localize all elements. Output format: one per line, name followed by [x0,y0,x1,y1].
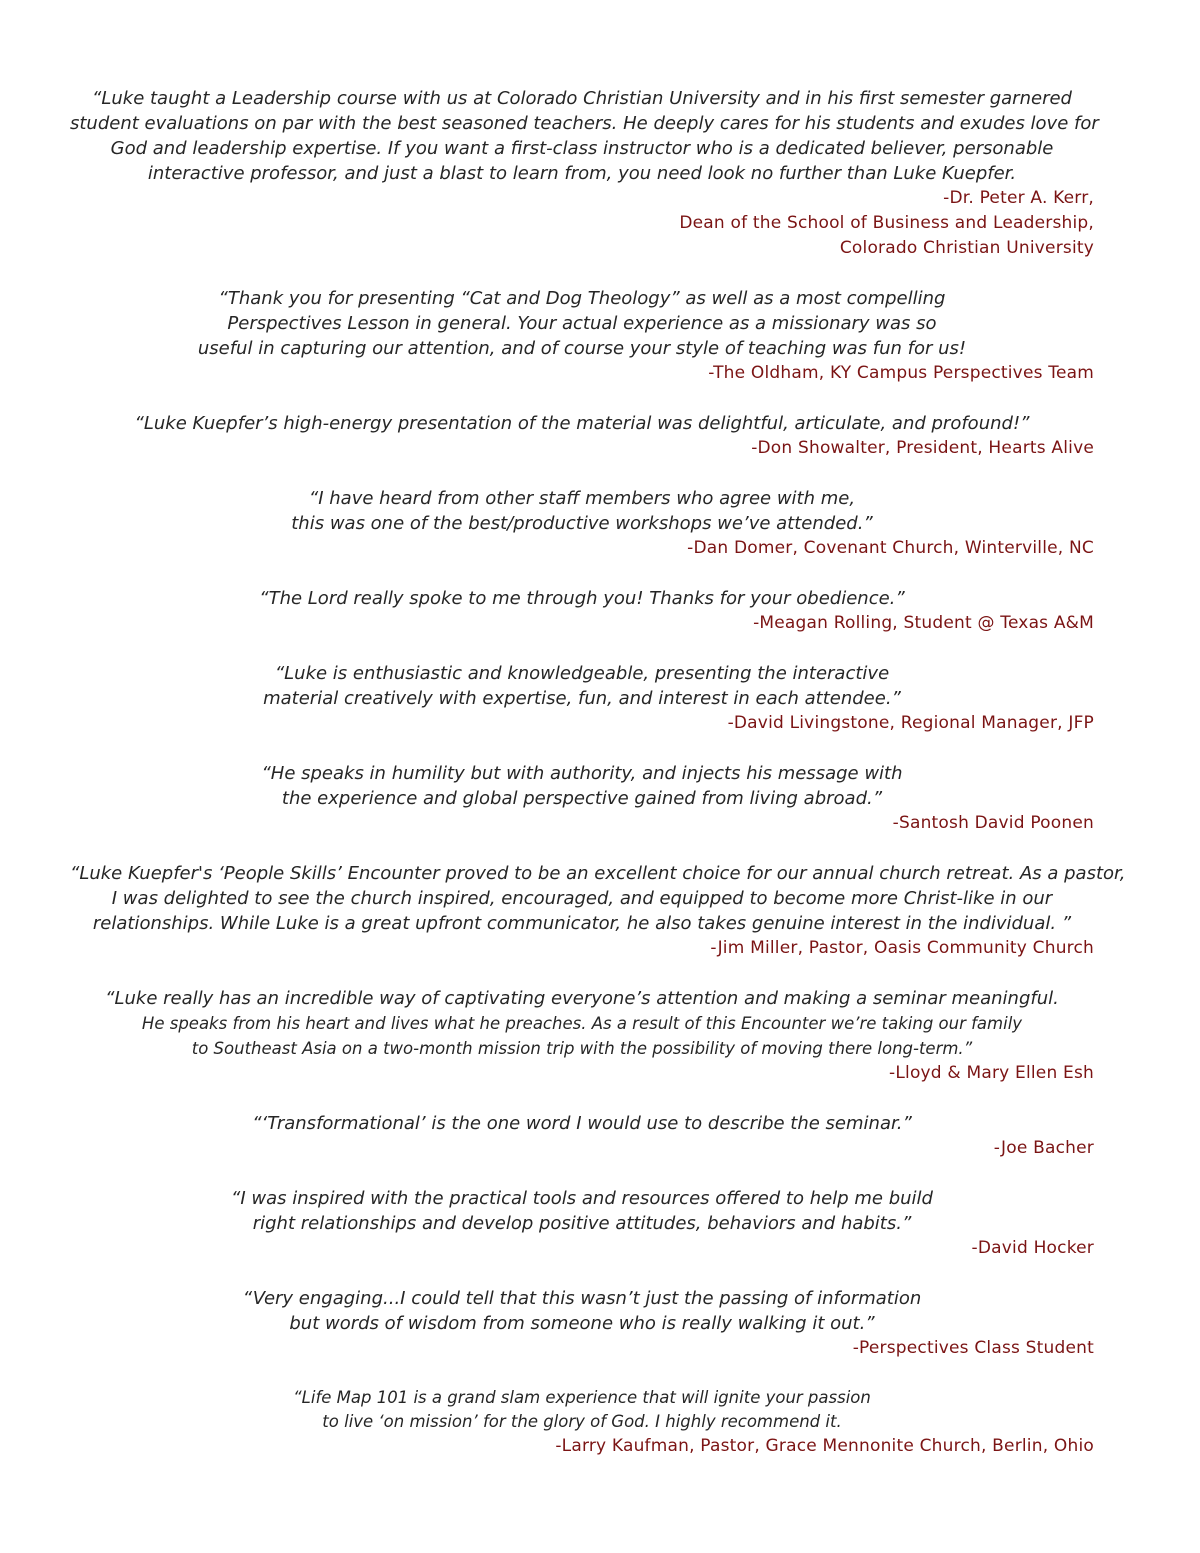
testimonial [70,486,1094,561]
testimonial [70,286,1094,386]
quote-line: “Luke Kuepfer's ‘People Skills’ Encounter proved to be an excellent choice for our annual church retreat. As a pastor, [70,863,1126,884]
testimonial-quote [70,1386,1094,1434]
testimonial-attribution [70,1236,1094,1261]
testimonial [70,86,1099,261]
testimonial-quote [70,1286,1094,1336]
testimonial-attribution [70,1336,1094,1361]
quote-line: “I have heard from other staff members who agree with me, [308,488,856,509]
testimonial-quote [70,661,1094,711]
testimonial-quote [70,586,1094,611]
testimonial-attribution [70,436,1094,461]
quote-line: I was delighted to see the church inspired, encouraged, and equipped to become more Christ-like in our [111,888,1053,909]
attribution-line: -Lloyd & Mary Ellen Esh [889,1063,1094,1083]
quote-line: material creatively with expertise, fun, and interest in each attendee.” [263,688,901,709]
quote-line: this was one of the best/productive workshops we’ve attended.” [291,513,873,534]
quote-line: “He speaks in humility but with authority, and injects his message with [261,763,903,784]
quote-line: “Thank you for presenting “Cat and Dog Theology” as well as a most compelling [218,288,946,309]
quote-line: “‘Transformational’ is the one word I would use to describe the seminar.” [252,1113,912,1134]
testimonial [70,761,1094,836]
quote-line: the experience and global perspective gained from living abroad.” [281,788,883,809]
testimonial-attribution [70,1434,1094,1459]
testimonial-quote [70,861,1126,936]
testimonial [70,1286,1094,1361]
testimonial-attribution [70,1136,1094,1161]
attribution-line: -Jim Miller, Pastor, Oasis Community Church [710,938,1094,958]
testimonial-attribution [70,1061,1094,1086]
quote-line: student evaluations on par with the best seasoned teachers. He deeply cares for his students and exudes love for [70,113,1099,134]
testimonial-quote [70,286,1094,361]
quote-line: God and leadership expertise. If you want a first-class instructor who is a dedicated believer, personable [110,138,1054,159]
quote-line: “Life Map 101 is a grand slam experience that will ignite your passion [293,1388,871,1407]
testimonial-attribution [70,611,1094,636]
testimonial-attribution [70,186,1094,261]
attribution-line: -Santosh David Poonen [892,813,1094,833]
quote-line: to Southeast Asia on a two-month mission trip with the possibility of moving there long-term.” [191,1039,973,1058]
testimonial [70,1186,1094,1261]
attribution-line: -Dr. Peter A. Kerr, [943,188,1094,208]
attribution-line: -Don Showalter, President, Hearts Alive [751,438,1094,458]
attribution-line: Dean of the School of Business and Leadership, [679,213,1094,233]
quote-line: He speaks from his heart and lives what he preaches. As a result of this Encounter we’re taking our family [141,1014,1023,1033]
testimonial-quote [70,761,1094,811]
attribution-line: -The Oldham, KY Campus Perspectives Team [708,363,1094,383]
quote-line: interactive professor, and just a blast to learn from, you need look no further than Luke Kuepfer. [147,163,1017,184]
testimonial-quote [70,486,1094,536]
attribution-line: -David Livingstone, Regional Manager, JFP [727,713,1094,733]
testimonial-attribution [70,536,1094,561]
testimonial [70,1386,1094,1459]
testimonial [70,586,1094,636]
attribution-line: -David Hocker [971,1238,1094,1258]
quote-line: “Very engaging...I could tell that this wasn’t just the passing of information [242,1288,922,1309]
quote-line: useful in capturing our attention, and of course your style of teaching was fun for us! [197,338,967,359]
quote-line: right relationships and develop positive attitudes, behaviors and habits.” [252,1213,912,1234]
testimonial [70,1111,1094,1161]
attribution-line: Colorado Christian University [839,238,1094,258]
attribution-line: -Dan Domer, Covenant Church, Winterville, NC [687,538,1094,558]
quote-line: “The Lord really spoke to me through you! Thanks for your obedience.” [259,588,905,609]
quote-line: “Luke really has an incredible way of captivating everyone’s attention and making a seminar meaningful. [105,988,1059,1009]
testimonial [70,986,1094,1086]
testimonial-quote [70,1111,1094,1136]
testimonial-quote [70,1186,1094,1236]
attribution-line: -Joe Bacher [993,1138,1094,1158]
attribution-line: -Meagan Rolling, Student @ Texas A&M [753,613,1094,633]
quote-line: “I was inspired with the practical tools and resources offered to help me build [231,1188,933,1209]
testimonial [70,411,1094,461]
testimonial-attribution [70,711,1094,736]
testimonial [70,661,1094,736]
quote-line: “Luke taught a Leadership course with us at Colorado Christian University and in his first semester garnered [92,88,1072,109]
quote-line: relationships. While Luke is a great upfront communicator, he also takes genuine interest in the individual. ” [92,913,1072,934]
quote-line: to live ‘on mission’ for the glory of God. I highly recommend it. [322,1412,842,1431]
testimonial-quote [70,411,1094,436]
testimonial-quote [70,986,1094,1061]
quote-line: “Luke Kuepfer’s high-energy presentation of the material was delightful, articulate, and profound!” [134,413,1030,434]
quote-line: “Luke is enthusiastic and knowledgeable, presenting the interactive [274,663,890,684]
testimonial-attribution [70,936,1094,961]
attribution-line: -Larry Kaufman, Pastor, Grace Mennonite Church, Berlin, Ohio [555,1436,1094,1456]
testimonial-attribution [70,361,1094,386]
testimonial-quote [70,86,1099,186]
testimonials-page [70,86,1126,1459]
quote-line: Perspectives Lesson in general. Your actual experience as a missionary was so [227,313,937,334]
quote-line: but words of wisdom from someone who is really walking it out.” [289,1313,875,1334]
testimonial-attribution [70,811,1094,836]
attribution-line: -Perspectives Class Student [852,1338,1094,1358]
testimonial [70,861,1126,961]
